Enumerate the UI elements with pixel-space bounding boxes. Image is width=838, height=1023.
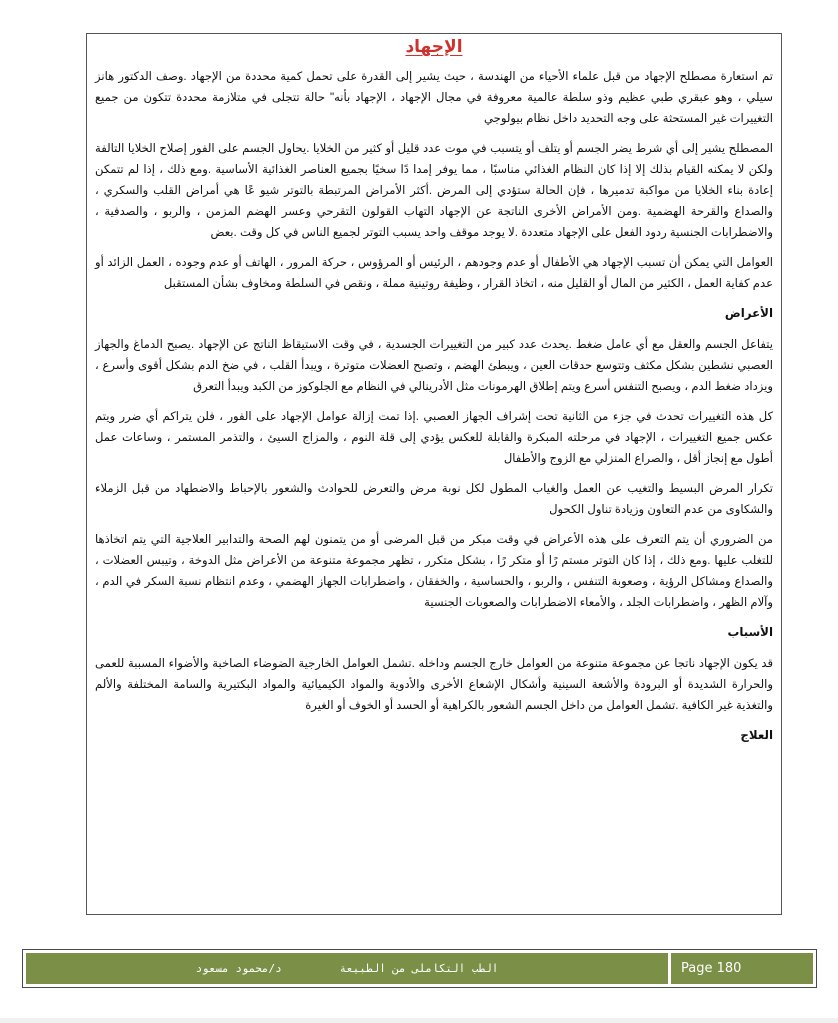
paragraph-early-recognition: من الضروري أن يتم التعرف على هذه الأعراض في وقت مبكر من قبل المرضى أو من يتمنون لهم الصحة والتدابير العلاجية التي يتم اتخاذها للتغلب عليها .ومع ذلك ، إذا كان التوتر مستم رًا أو متكر رًا ، بشكل متكرر ، تظهر مجموعة متنوعة من الأعراض مثل الدوخة ، وتيبس العضلات ، والصداع ومشاكل الرؤية ، وصعوبة التنفس ، والربو ، والحساسية ، والخفقان ، واضطرابات الجهاز الهضمي ، وعدم انتظام نسبة السكر في الدم ، وآلام الظهر ، واضطرابات الجلد ، والأمعاء الاضطرابات والصعوبات الجنسية bbox=[95, 533, 773, 609]
document-page bbox=[86, 33, 782, 915]
footer-spacer bbox=[282, 962, 340, 975]
paragraph-changes: كل هذه التغييرات تحدث في جزء من الثانية تحت إشراف الجهاز العصبي .إذا تمت إزالة عوامل الإجهاد على الفور ، فلن يتراكم أي ضرر ويتم عكس جميع التغييرات ، الإجهاد في مرحلته المبكرة والقابلة للعكس يؤدي إلى قلة النوم ، والمزاج السيئ ، والتذمر المستمر ، وساعات عمل أطول مع إنجاز أقل ، والصراع المنزلي مع الزوج والأطفال bbox=[95, 410, 773, 465]
heading-symptoms: الأعراض bbox=[724, 306, 773, 320]
footer-page-number: Page 180 bbox=[671, 953, 813, 984]
page-footer bbox=[22, 949, 817, 988]
paragraph-illness-repetition: تكرار المرض البسيط والتغيب عن العمل والغياب المطول لكل نوبة مرض والتعرض للحوادث والشعور بالإحباط والاضطهاد من قبل الزملاء والشكاوى من عدم التعاون وزيادة تناول الكحول bbox=[95, 482, 773, 516]
document-title: الإجهاد bbox=[405, 37, 463, 56]
heading-treatment: العلاج bbox=[740, 728, 773, 742]
paragraph-stress-factors: العوامل التي يمكن أن تسبب الإجهاد هي الأطفال أو عدم وجودهم ، الرئيس أو المرؤوس ، حركة المرور ، الهاتف أو عدم وجوده ، العمل الزائد أو عدم كفاية العمل ، الكثير من المال أو القليل منه ، اتخاذ القرار ، وظيفة روتينية مملة ، ونقص في السلطة ومخاوف بشأن المستقبل bbox=[95, 256, 773, 290]
paragraph-causes: قد يكون الإجهاد ناتجا عن مجموعة متنوعة من العوامل خارج الجسم وداخله .تشمل العوامل الخارجية الضوضاء الصاخبة والأضواء المسببة للعمى والحرارة الشديدة أو البرودة والأشعة السينية وأشكال الإشعاع الأخرى والأدوية والمواد الكيميائية والمواد البكتيرية والسامة المختلفة والألم والتغذية غير الكافية .تشمل العوامل من داخل الجسم الشعور بالكراهية أو الحسد أو الخوف أو الغيرة bbox=[95, 657, 773, 712]
footer-book-title: الطب التكاملى من الطبيعة bbox=[339, 962, 499, 975]
paragraph-definition: تم استعارة مصطلح الإجهاد من قبل علماء الأحياء من الهندسة ، حيث يشير إلى القدرة على تحمل كمية محددة من الإجهاد .وصف الدكتور هانز سيلي ، وهو عبقري طبي عظيم وذو سلطة عالمية معروفة في مجال الإجهاد ، الإجهاد بأنه" حالة تتجلى في متلازمة محددة تتكون من جميع التغييرات غير المستحثة على وجه التحديد داخل نظام بيولوجي bbox=[95, 70, 773, 125]
viewer-bottom-strip bbox=[0, 1018, 838, 1023]
footer-book-info bbox=[26, 953, 668, 984]
paragraph-body-reaction: يتفاعل الجسم والعقل مع أي عامل ضغط .يحدث عدد كبير من التغييرات الجسدية ، في وقت الاستيقاظ الناتج عن الإجهاد .يصبح الدماغ والجهاز العصبي نشطين بشكل مكثف وتتوسع حدقات العين ، ويبطئ الهضم ، وتصبح العضلات متوترة ، ويبدأ القلب ، في ضخ الدم بشكل أقوى وأسرع ، ويزداد ضغط الدم ، ويصبح التنفس أسرع ويتم إطلاق الهرمونات مثل الأدرينالي في النظام مع الجلوكوز من الكبد ويبدأ التعرق bbox=[95, 338, 773, 393]
heading-causes: الأسباب bbox=[727, 625, 773, 639]
footer-author: د/محمود مسعود bbox=[195, 962, 282, 975]
paragraph-cell-damage: المصطلح يشير إلى أي شرط يضر الجسم أو يتلف أو يتسبب في موت عدد قليل أو كثير من الخلايا .يحاول الجسم على الفور إصلاح الخلايا التالفة ولكن لا يمكنه القيام بذلك إلا إذا كان النظام الغذائي مناسبًا ، مما يوفر إمدا دًا سخيًا بجميع العناصر الغذائية الأساسية .ومع ذلك ، إذا لم تتمكن إعادة بناء الخلايا من مواكبة تدميرها ، فإن الحالة ستؤدي إلى المرض .أكثر الأمراض المرتبطة بالتوتر شيو عًا هي أمراض القلب والسكري ، والصداع والقرحة الهضمية .ومن الأمراض الأخرى الناتجة عن الإجهاد التهاب القولون التقرحي وعسر الهضم المزمن ، والربو ، والصدفية ، والاضطرابات الجنسية ردود الفعل على الإجهاد متعددة .لا يوجد موقف واحد يسبب التوتر لجميع الناس في كل وقت .بعض bbox=[95, 142, 773, 239]
